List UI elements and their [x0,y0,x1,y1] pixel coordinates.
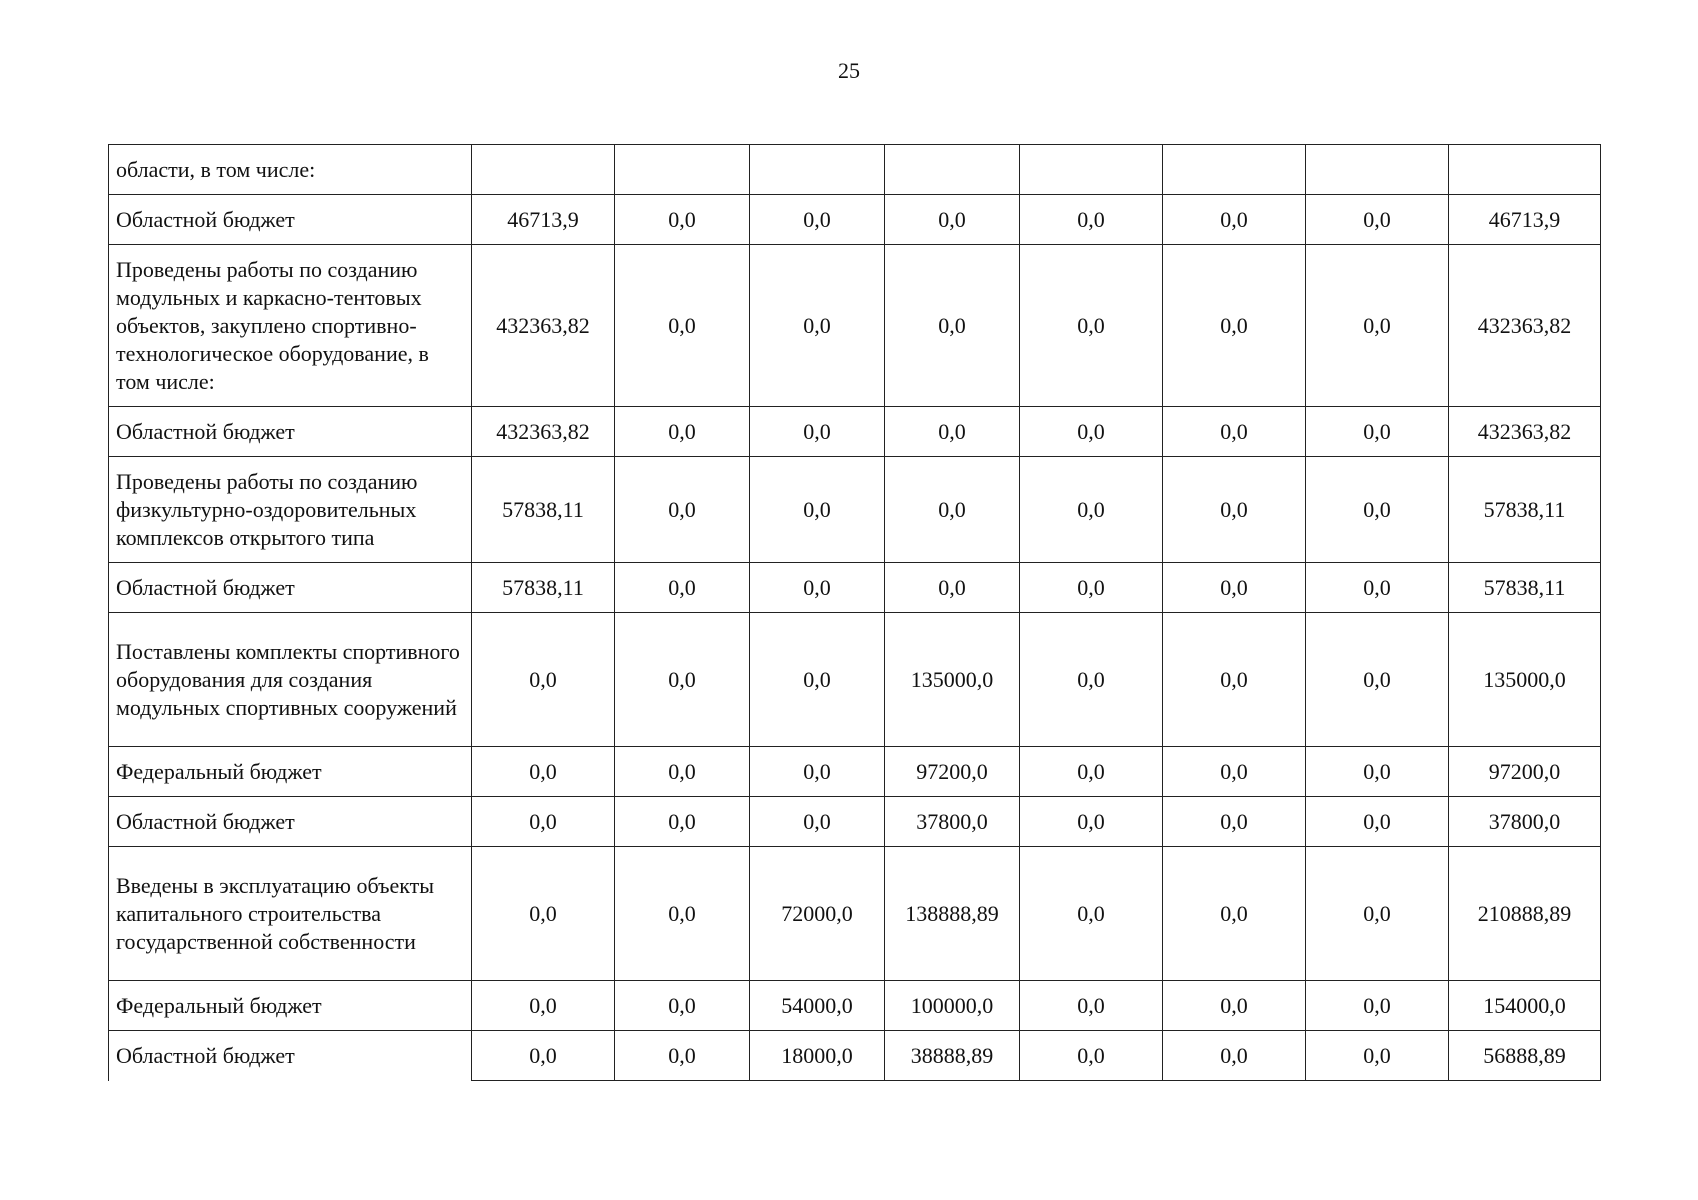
page-number: 25 [838,58,860,83]
total-cell: 135000,0 [1449,613,1601,747]
value-cell [885,145,1020,195]
value-cell: 72000,0 [750,847,885,981]
value-cell: 38888,89 [885,1031,1020,1081]
value-cell: 0,0 [615,1031,750,1081]
value-cell: 0,0 [1163,563,1306,613]
row-label: Поставлены комплекты спортивного оборудования для создания модульных спортивных сооружений [109,613,472,747]
value-cell: 0,0 [750,457,885,563]
value-cell: 0,0 [472,847,615,981]
row-label: Областной бюджет [109,797,472,847]
value-cell: 0,0 [615,407,750,457]
value-cell: 0,0 [615,245,750,407]
value-cell: 0,0 [885,457,1020,563]
value-cell [1163,145,1306,195]
value-cell: 0,0 [1306,195,1449,245]
total-cell: 37800,0 [1449,797,1601,847]
value-cell: 0,0 [615,457,750,563]
row-label: Проведены работы по созданию физкультурно-оздоровительных комплексов открытого типа [109,457,472,563]
value-cell: 432363,82 [472,245,615,407]
value-cell: 57838,11 [472,563,615,613]
value-cell: 0,0 [750,407,885,457]
value-cell: 0,0 [885,563,1020,613]
value-cell: 0,0 [1163,457,1306,563]
table-row [109,407,1601,457]
value-cell: 0,0 [885,245,1020,407]
value-cell: 0,0 [615,847,750,981]
value-cell: 0,0 [472,1031,615,1081]
table-row [109,847,1601,981]
value-cell: 0,0 [472,613,615,747]
total-cell: 46713,9 [1449,195,1601,245]
value-cell: 0,0 [1306,1031,1449,1081]
value-cell: 0,0 [615,195,750,245]
row-label: Областной бюджет [109,563,472,613]
value-cell: 0,0 [615,563,750,613]
value-cell: 0,0 [1163,407,1306,457]
value-cell: 0,0 [1020,407,1163,457]
value-cell: 0,0 [472,747,615,797]
value-cell: 0,0 [750,613,885,747]
value-cell: 100000,0 [885,981,1020,1031]
value-cell: 0,0 [1163,195,1306,245]
table-row [109,563,1601,613]
value-cell: 0,0 [1163,847,1306,981]
value-cell [750,145,885,195]
value-cell: 0,0 [615,747,750,797]
total-cell: 56888,89 [1449,1031,1601,1081]
total-cell: 432363,82 [1449,245,1601,407]
value-cell: 0,0 [1306,797,1449,847]
value-cell: 0,0 [750,563,885,613]
value-cell: 0,0 [1306,407,1449,457]
row-label: Областной бюджет [109,195,472,245]
value-cell: 37800,0 [885,797,1020,847]
value-cell: 432363,82 [472,407,615,457]
table-row [109,747,1601,797]
value-cell: 0,0 [1020,797,1163,847]
total-cell: 57838,11 [1449,457,1601,563]
total-cell: 432363,82 [1449,407,1601,457]
value-cell: 0,0 [1020,747,1163,797]
value-cell [615,145,750,195]
value-cell: 0,0 [1020,457,1163,563]
value-cell: 0,0 [1306,563,1449,613]
value-cell: 0,0 [472,797,615,847]
value-cell: 0,0 [750,195,885,245]
value-cell [1306,145,1449,195]
total-cell: 57838,11 [1449,563,1601,613]
value-cell: 0,0 [885,195,1020,245]
value-cell: 0,0 [615,797,750,847]
value-cell: 0,0 [1020,981,1163,1031]
value-cell: 0,0 [1020,563,1163,613]
value-cell: 0,0 [1306,981,1449,1031]
table-row [109,195,1601,245]
total-cell: 210888,89 [1449,847,1601,981]
table-row [109,1031,1601,1081]
value-cell: 0,0 [1306,747,1449,797]
row-label: области, в том числе: [109,145,472,195]
value-cell: 0,0 [1163,747,1306,797]
value-cell: 0,0 [750,245,885,407]
row-label: Областной бюджет [109,407,472,457]
value-cell: 0,0 [1020,847,1163,981]
total-cell: 154000,0 [1449,981,1601,1031]
table-row [109,981,1601,1031]
value-cell: 0,0 [1163,797,1306,847]
value-cell: 0,0 [1163,245,1306,407]
table-row [109,797,1601,847]
value-cell [472,145,615,195]
total-cell: 97200,0 [1449,747,1601,797]
value-cell: 0,0 [1163,1031,1306,1081]
table-row [109,457,1601,563]
value-cell: 0,0 [1020,613,1163,747]
table-row [109,245,1601,407]
value-cell: 0,0 [885,407,1020,457]
value-cell: 97200,0 [885,747,1020,797]
value-cell: 0,0 [615,613,750,747]
value-cell [1020,145,1163,195]
value-cell: 0,0 [1020,245,1163,407]
value-cell: 0,0 [750,747,885,797]
value-cell: 0,0 [1306,245,1449,407]
value-cell: 0,0 [1020,1031,1163,1081]
table-row [109,145,1601,195]
total-cell [1449,145,1601,195]
table-row [109,613,1601,747]
row-label: Проведены работы по созданию модульных и каркасно-тентовых объектов, закуплено спортивно-технологическое оборудование, в том числе: [109,245,472,407]
row-label: Федеральный бюджет [109,981,472,1031]
row-label: Областной бюджет [109,1031,472,1081]
value-cell: 0,0 [750,797,885,847]
value-cell: 135000,0 [885,613,1020,747]
row-label: Введены в эксплуатацию объекты капитального строительства государственной собственности [109,847,472,981]
value-cell: 0,0 [1163,613,1306,747]
value-cell: 0,0 [1163,981,1306,1031]
budget-table [108,144,1601,1081]
value-cell: 0,0 [1306,457,1449,563]
value-cell: 0,0 [1306,847,1449,981]
value-cell: 0,0 [615,981,750,1031]
value-cell: 0,0 [1306,613,1449,747]
value-cell: 0,0 [472,981,615,1031]
value-cell: 18000,0 [750,1031,885,1081]
value-cell: 0,0 [1020,195,1163,245]
value-cell: 54000,0 [750,981,885,1031]
value-cell: 57838,11 [472,457,615,563]
value-cell: 46713,9 [472,195,615,245]
value-cell: 138888,89 [885,847,1020,981]
row-label: Федеральный бюджет [109,747,472,797]
